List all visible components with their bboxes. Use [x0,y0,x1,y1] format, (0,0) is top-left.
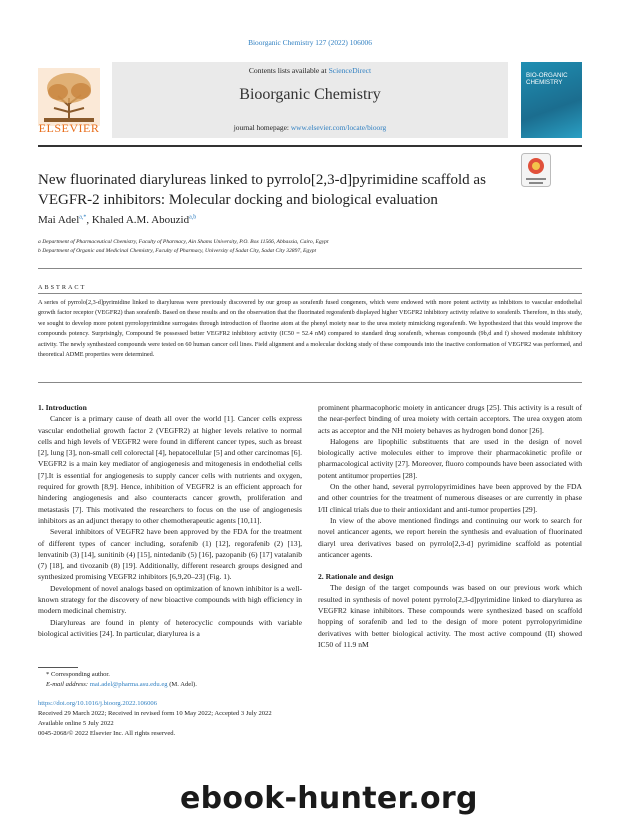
elsevier-wordmark: ELSEVIER [38,121,100,135]
journal-name: Bioorganic Chemistry [239,86,381,103]
paragraph: Halogens are lipophilic substituents that are used in the design of novel biologically active molecules either to improve their pharmacokinetic profile or pharmacological activity [27]. Moreover, fluoro compounds have been associated with potent antitumor properties [28]. [318,436,582,480]
paragraph: The design of the target compounds was based on our previous work which resulted in synthesis of novel potent pyrrolo[2,3-d]pyrimidine linked to diarylurea as VEGFR2 kinase inhibitors. These compounds were synthesized based on scaffold hopping of sorafenib and led to the design of more potent pyrrolopyrimidine derivatives with better biological activity. The most active compound (II) showed IC50 of 11.9 nM [318,583,582,649]
affiliation-a: a Department of Pharmaceutical Chemistry, Faculty of Pharmacy, Ain Shams University, P.O. Box 11566, Abbassia, Cairo, Egypt [38,239,329,245]
watermark: ebook-hunter.org [180,781,478,816]
author-list [38,214,196,226]
homepage-link[interactable]: www.elsevier.com/locate/bioorg [290,123,387,132]
homepage-line [112,123,508,132]
author-name[interactable]: Mai Adel [38,214,80,226]
journal-cover-title: BIO-ORGANIC CHEMISTRY [526,72,568,86]
author-separator: , [86,214,92,226]
email-link[interactable]: mai.adel@pharma.asu.edu.eg [89,681,168,688]
divider [38,382,582,383]
doi-link[interactable]: https://doi.org/10.1016/j.bioorg.2022.106006 [38,700,157,707]
right-column [318,402,582,650]
paragraph: Diarylureas are found in plenty of heterocyclic compounds with variable biological activities [24]. In particular, diarylurea is a [38,617,302,638]
affiliation-b: b Department of Organic and Medicinal Chemistry, Faculty of Pharmacy, University of Sadat City, Sadat City 32897, Egypt [38,248,317,254]
author-affiliation-marker[interactable]: a,* [79,214,87,221]
author-affiliation-marker[interactable]: a,b [189,214,197,221]
abstract-heading: ABSTRACT [38,284,87,291]
section-heading: 1. Introduction [38,403,87,412]
left-column [38,402,302,639]
divider [38,268,582,269]
contents-prefix: Contents lists available at [248,66,329,75]
author-name[interactable]: Khaled A.M. Abouzid [91,214,190,226]
email-label: E-mail address: [46,681,90,688]
header-divider [38,145,582,147]
journal-citation[interactable]: Bioorganic Chemistry 127 (2022) 106006 [248,38,372,47]
paragraph: prominent pharmacophoric moiety in anticancer drugs [25]. This activity is a result of the near-perfect binding of urea moiety with certain acceptors. The urea oxygen atom acts as acceptor and the NH moiety behaves as hydrogen bond donor [26]. [318,403,582,435]
divider [38,293,582,294]
copyright-notice: 0045-2068/© 2022 Elsevier Inc. All rights reserved. [38,730,176,737]
sciencedirect-link[interactable]: ScienceDirect [328,66,372,75]
paragraph: Several inhibitors of VEGFR2 have been approved by the FDA for the treatment of different types of cancer including, sorafenib (1) [12], regorafenib (2) [13], lenvatinib (3) [14], sunitinib (4) [15], nintedanib (5) [16], pazopanib (6) [17] vatalanib (7) [18], and tivozanib (8) [19]. Additionally, different research groups designed and synthesized promising VEGFR2 inhibitors [6,9,20–23] (Fig. 1). [38,527,302,582]
paragraph: Cancer is a primary cause of death all over the world [1]. Cancer cells express vascular endothelial growth factor 2 (VEGFR2) at higher levels relative to normal cells and high levels of VEGFR2 were found in different cancer types, such as breast [2], lung [3], non-small cell colorectal [4], hepatocellular [5] and other carcinomas [6]. VEGFR2 is a main key mediator of angiogenesis and mitogenesis in endothelial cells [7].It is essential for angiogenesis to supply cancer cells with nutrients and oxygen, required for growth [8,9]. Hence, inhibition of VEGFR2 is an efficient approach for hindering angiogenesis and also counteracts cancer growth, proliferation and metastasis [7]. This motivated the researchers to focus on the use of angiogenesis inhibitors as an adjunct therapy to other chemotherapeutic agents [10,11]. [38,414,302,525]
paragraph: On the other hand, several pyrrolopyrimidines have been approved by the FDA and other countries for the treatment of numerous diseases or are currently in phase I/II clinical trials due to their antioxidant and anti-tumor properties [29]. [318,482,582,514]
check-for-updates-icon[interactable] [521,153,551,187]
article-title: New fluorinated diarylureas linked to pyrrolo[2,3-d]pyrimidine scaffold as VEGFR-2 inhibitors: Molecular docking and biological evaluation [38,172,486,208]
footnote-divider [38,667,78,668]
homepage-prefix: journal homepage: [233,123,291,132]
corresponding-author-note: * Corresponding author. [46,671,110,678]
email-suffix: (M. Adel). [167,681,197,688]
abstract-text: A series of pyrrolo[2,3-d]pyrimidine linked to diarylureas were previously discovered by our group as sorafenib fused congeners, which were endowed with more potent activity as inhibitors to vascular endothelial growth factor receptor (VEGFR2) than sorafenib. Based on these results and on the observation that the fluorinated regorafenib displayed higher VEGFR2 inhibitory activity relative to sorafenib. Therefore, in this study, we sought to develop more potent pyrrolopyrimidine surrogates through introduction of fluorine atom at the phenyl moiety near to the urea moiety mimicking regorafenib. We hypothesized that this would improve the compounds potency. Surprisingly, Compound 9e possessed better VEGFR2 inhibitory activity (IC50 = 52.4 nM) compared to standard drug sorafenib, whereas compounds (9b,d and f) showed moderate inhibitory activity. The newly synthesized compounds were tested on 60 human cancer cell lines. Field alignment and a molecular docking study of these compounds into the inactive conformation of VEGFR2 was performed, and theoretical ADME properties were determined. [38,299,582,359]
contents-line [112,66,508,75]
received-dates: Received 29 March 2022; Received in revised form 10 May 2022; Accepted 3 July 2022 [38,710,272,717]
paragraph: Development of novel analogs based on optimization of known inhibitor is a well-known strategy for the discovery of new bioactive compounds with high efficiency in modern medicinal chemistry. [38,583,302,616]
email-line [46,681,197,688]
paragraph: In view of the above mentioned findings and continuing our work to search for novel anticancer agents, we report herein the synthesis and evaluation of fluorinated diaryl urea derivatives based on pyrrolo[2,3-d] pyrimidine scaffold as potential anticancer agents. [318,515,582,559]
section-heading: 2. Rationale and design [318,572,394,582]
online-date: Available online 5 July 2022 [38,720,114,727]
